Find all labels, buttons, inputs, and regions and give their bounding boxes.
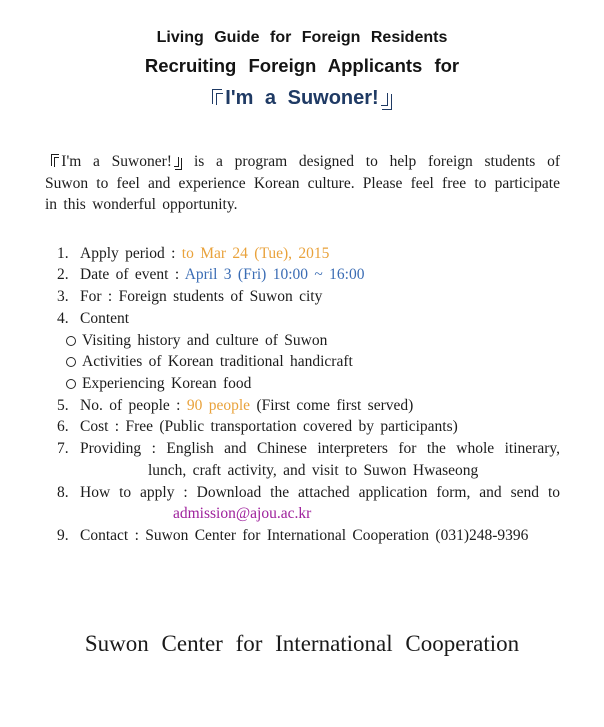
content-bullet-item — [57, 373, 560, 395]
circle-bullet-icon — [66, 379, 76, 389]
list-item-number: 6. — [57, 418, 69, 436]
apply-period-value: to Mar 24 (Tue), 2015 — [181, 244, 330, 262]
organization-name: Suwon Center for International Cooperation — [84, 630, 520, 656]
people-count-suffix: (First come first served) — [250, 396, 414, 414]
list-item-text — [80, 395, 560, 417]
corner-bracket-close-icon — [382, 94, 391, 109]
content-bullet-item — [57, 351, 560, 373]
list-item-number: 3. — [57, 288, 69, 306]
list-item-text: For : Foreign students of Suwon city — [80, 288, 323, 306]
list-item-text — [80, 243, 560, 265]
list-item-text: Content — [80, 309, 130, 327]
email-address[interactable]: admission@ajou.ac.kr — [173, 505, 312, 523]
how-to-apply-line-1: How to apply : Download the attached application form, and send to — [80, 483, 560, 501]
bullet-text: Experiencing Korean food — [82, 375, 252, 392]
intro-line-1-text: is a program designed to help foreign students of — [182, 153, 560, 170]
circle-bullet-icon — [66, 357, 76, 367]
list-item-text: Contact : Suwon Center for International Cooperation (031)248-9396 — [80, 526, 529, 544]
list-item-apply-period — [57, 243, 560, 265]
list-item-number: 4. — [57, 309, 69, 327]
list-item-text: Cost : Free (Public transportation covered by participants) — [80, 418, 458, 436]
header-line-1: Living Guide for Foreign Residents — [156, 29, 448, 46]
bullet-text: Visiting history and culture of Suwon — [82, 331, 328, 349]
list-item-text — [80, 438, 560, 481]
list-item-number: 7. — [57, 440, 69, 458]
document-header — [0, 0, 604, 115]
bullet-text: Activities of Korean traditional handicraft — [82, 353, 353, 371]
providing-line-1: Providing : English and Chinese interpreters for the whole itinerary, — [80, 440, 560, 458]
corner-bracket-open-icon — [212, 89, 221, 104]
list-item-number: 5. — [57, 396, 69, 414]
people-count-label: No. of people : — [80, 396, 187, 414]
list-item-number: 2. — [57, 266, 69, 284]
list-item-audience — [57, 286, 560, 308]
list-item-number: 8. — [57, 483, 69, 501]
intro-line-2: Suwon to feel and experience Korean culture. Please feel free to participate — [45, 174, 560, 192]
program-title — [0, 81, 604, 115]
event-date-value: April 3 (Fri) 10:00 ~ 16:00 — [184, 266, 365, 284]
list-item-event-date — [57, 264, 560, 286]
corner-bracket-open-icon — [51, 154, 59, 166]
list-item-providing — [57, 438, 560, 481]
list-item-text — [80, 482, 560, 525]
apply-period-label: Apply period : — [80, 244, 182, 262]
intro-line-1 — [45, 151, 560, 173]
intro-program-name: I'm a Suwoner! — [61, 153, 172, 170]
people-count-value: 90 people — [186, 396, 251, 414]
list-item-people-count — [57, 395, 560, 417]
intro-paragraph — [45, 151, 560, 216]
content-bullet-item — [57, 330, 560, 352]
circle-bullet-icon — [66, 336, 76, 346]
intro-line-3: in this wonderful opportunity. — [45, 196, 238, 214]
list-item-number: 1. — [57, 244, 69, 262]
how-to-apply-line-2 — [80, 503, 560, 525]
list-item-number: 9. — [57, 526, 69, 544]
header-line-2: Recruiting Foreign Applicants for — [144, 55, 460, 76]
list-item-content — [57, 308, 560, 330]
event-date-label: Date of event : — [80, 266, 185, 284]
list-item-text — [80, 264, 560, 286]
providing-line-2: lunch, craft activity, and visit to Suwon Hwaseong — [148, 461, 479, 479]
corner-bracket-close-icon — [175, 158, 183, 170]
list-item-contact — [57, 525, 560, 547]
program-title-text: I'm a Suwoner! — [225, 87, 379, 109]
list-item-cost — [57, 416, 560, 438]
info-list — [57, 243, 560, 547]
list-item-how-to-apply — [57, 482, 560, 525]
